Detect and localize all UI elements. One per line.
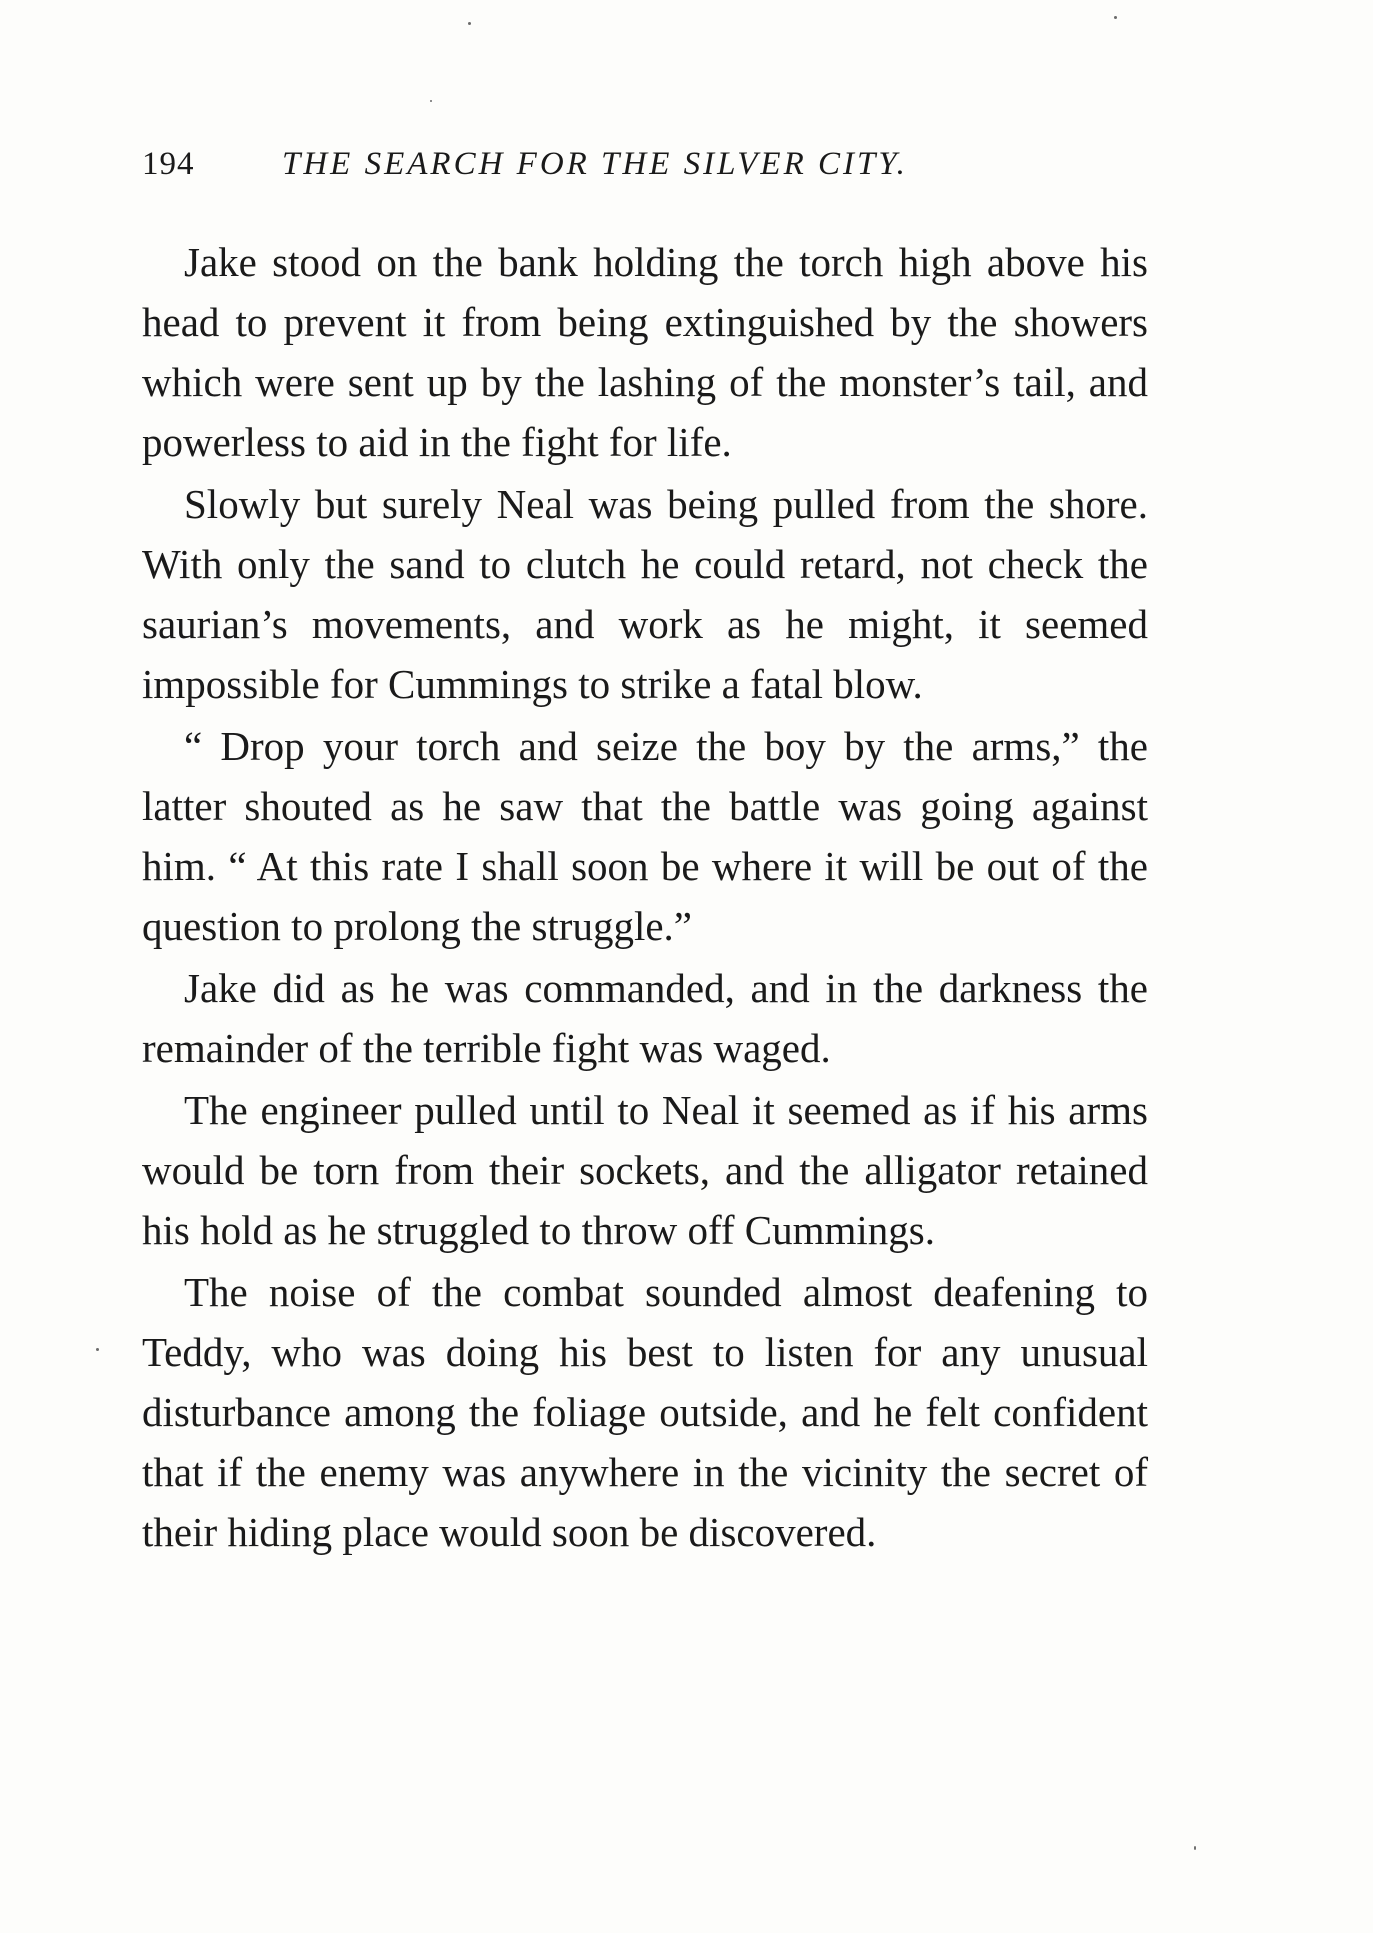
- paragraph-4: Jake did as he was commanded, and in the darkness the remainder of the terrible fight was waged.: [142, 965, 1148, 1071]
- body-text: [142, 232, 1148, 1562]
- paragraph-3: “ Drop your torch and seize the boy by the arms,” the latter shouted as he saw that the battle was going against him. “ At this rate I shall soon be where it will be out of the question to prolong the struggle.”: [142, 723, 1148, 949]
- paper-speck: [430, 100, 432, 102]
- paper-speck: [1194, 1846, 1196, 1850]
- paragraph-6: The noise of the combat sounded almost deafening to Teddy, who was doing his best to listen for any unusual disturbance among the foliage outside, and he felt confident that if the enemy was anywhere in the vicinity the secret of their hiding place would soon be discovered.: [142, 1269, 1148, 1555]
- paper-speck: [468, 22, 471, 25]
- page-number: 194: [142, 146, 195, 182]
- paragraph-1: Jake stood on the bank holding the torch high above his head to prevent it from being extinguished by the showers which were sent up by the lashing of the monster’s tail, and powerless to aid in the fight for life.: [142, 239, 1148, 465]
- running-title: THE SEARCH FOR THE SILVER CITY.: [282, 146, 908, 182]
- page-header: [142, 146, 1142, 186]
- paper-speck: [96, 1348, 99, 1351]
- paragraph-5: The engineer pulled until to Neal it seemed as if his arms would be torn from their sockets, and the alligator retained his hold as he struggled to throw off Cummings.: [142, 1087, 1148, 1253]
- paper-speck: [1114, 16, 1117, 19]
- paragraph-2: Slowly but surely Neal was being pulled from the shore. With only the sand to clutch he could retard, not check the saurian’s movements, and work as he might, it seemed impossible for Cummings to strike a fatal blow.: [142, 481, 1148, 707]
